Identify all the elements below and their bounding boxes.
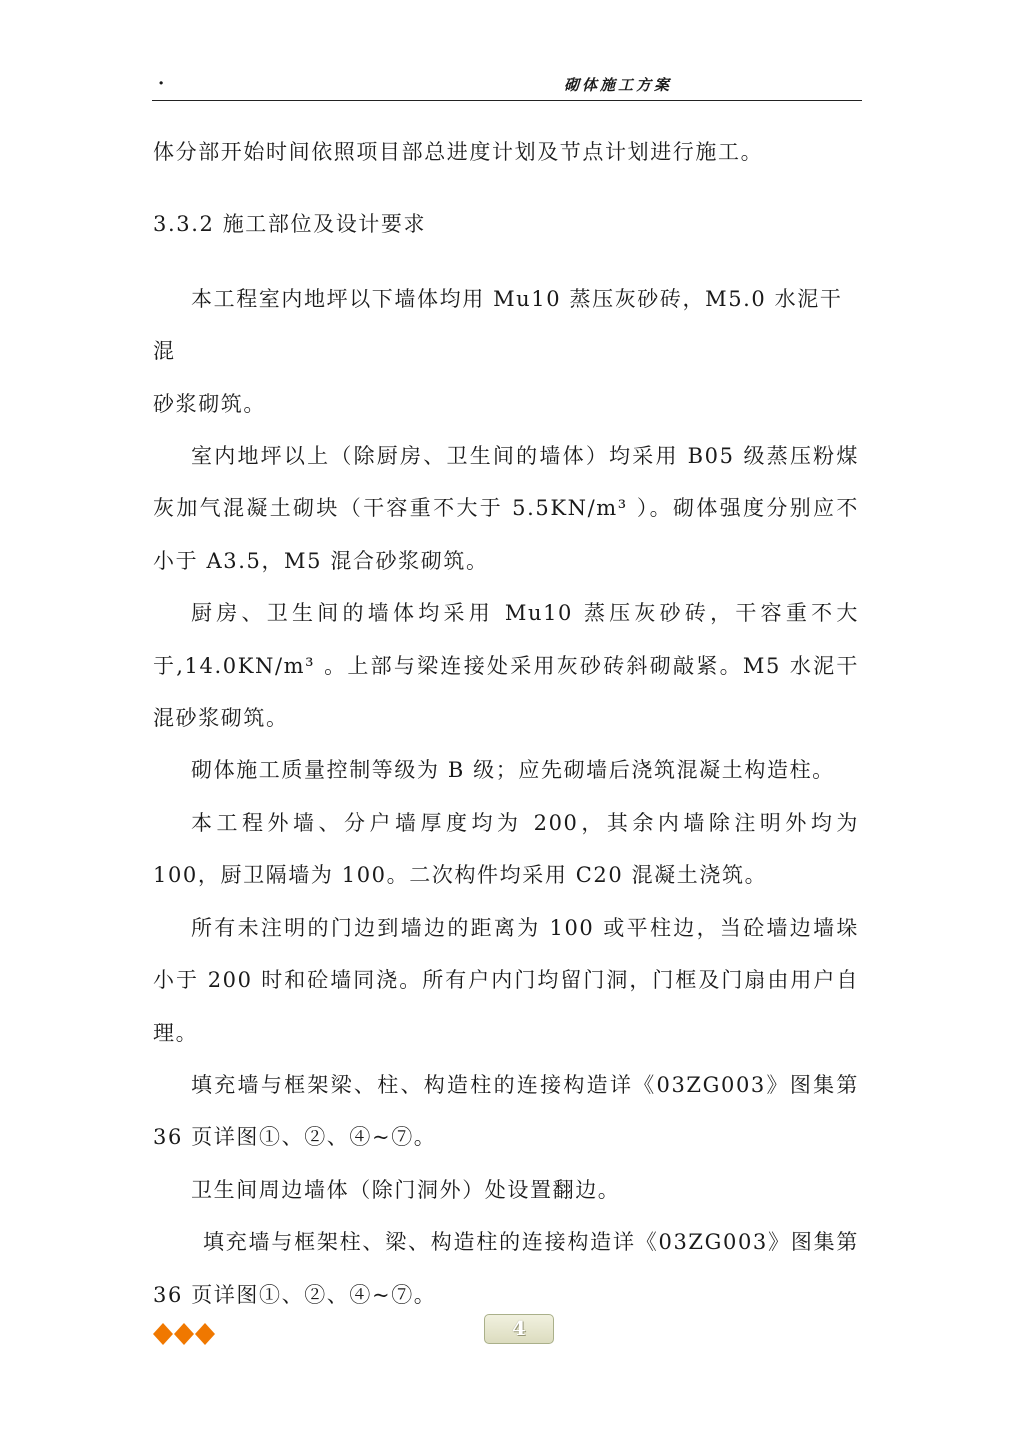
- diamond-ornament-icon: [152, 1322, 216, 1346]
- paragraph-continuation: 体分部开始时间依照项目部总进度计划及节点计划进行施工。: [153, 140, 764, 164]
- paragraph-quality-grade: 砌体施工质量控制等级为 B 级；应先砌墙后浇筑混凝土构造柱。: [191, 758, 835, 783]
- header-marker: ·: [158, 73, 165, 94]
- footer-diamond-ornament: [152, 1322, 216, 1346]
- paragraph-wall-thickness: 本工程外墙、分户墙厚度均为 200，其余内墙除注明外均为 100，厨卫隔墙为 100。二次构件均采用 C20 混凝土浇筑。: [153, 810, 859, 888]
- page-header: [152, 72, 862, 102]
- header-title: 砌体施工方案: [564, 76, 673, 94]
- paragraph-infill-connection-repeat: 填充墙与框架柱、梁、构造柱的连接构造详《03ZG003》图集第 36 页详图①、②、④~⑦。: [153, 1230, 859, 1307]
- paragraph-infill-connection: 填充墙与框架梁、柱、构造柱的连接构造详《03ZG003》图集第 36 页详图①、②、④~⑦。: [153, 1072, 859, 1150]
- paragraph-bathroom-curb: 卫生间周边墙体（除门洞外）处设置翻边。: [191, 1177, 621, 1202]
- paragraph-above-grade-walls: 室内地坪以上（除厨房、卫生间的墙体）均采用 B05 级蒸压粉煤灰加气混凝土砌块（干容重不大于 5.5KN/m³ ）。砌体强度分别应不小于 A3.5，M5 混合砂浆砌筑。: [153, 444, 859, 573]
- header-rule: [152, 100, 862, 101]
- section-heading: 3.3.2 施工部位及设计要求: [153, 212, 427, 237]
- paragraph-below-grade-walls: 本工程室内地坪以下墙体均用 Mu10 蒸压灰砂砖，M5.0 水泥干混: [153, 286, 843, 364]
- paragraph-below-grade-walls-cont: 砂浆砌筑。: [153, 391, 266, 416]
- paragraph-door-openings: 所有未注明的门边到墙边的距离为 100 或平柱边，当砼墙边墙垛小于 200 时和砼墙同浇。所有户内门均留门洞，门框及门扇由用户自理。: [153, 915, 859, 1045]
- page-number-badge: 4: [484, 1314, 554, 1344]
- paragraph-kitchen-bath-walls: 厨房、卫生间的墙体均采用 Mu10 蒸压灰砂砖，干容重不大于,14.0KN/m³ 。上部与梁连接处采用灰砂砖斜砌敲紧。M5 水泥干混砂浆砌筑。: [153, 601, 859, 731]
- document-body: [153, 126, 859, 1321]
